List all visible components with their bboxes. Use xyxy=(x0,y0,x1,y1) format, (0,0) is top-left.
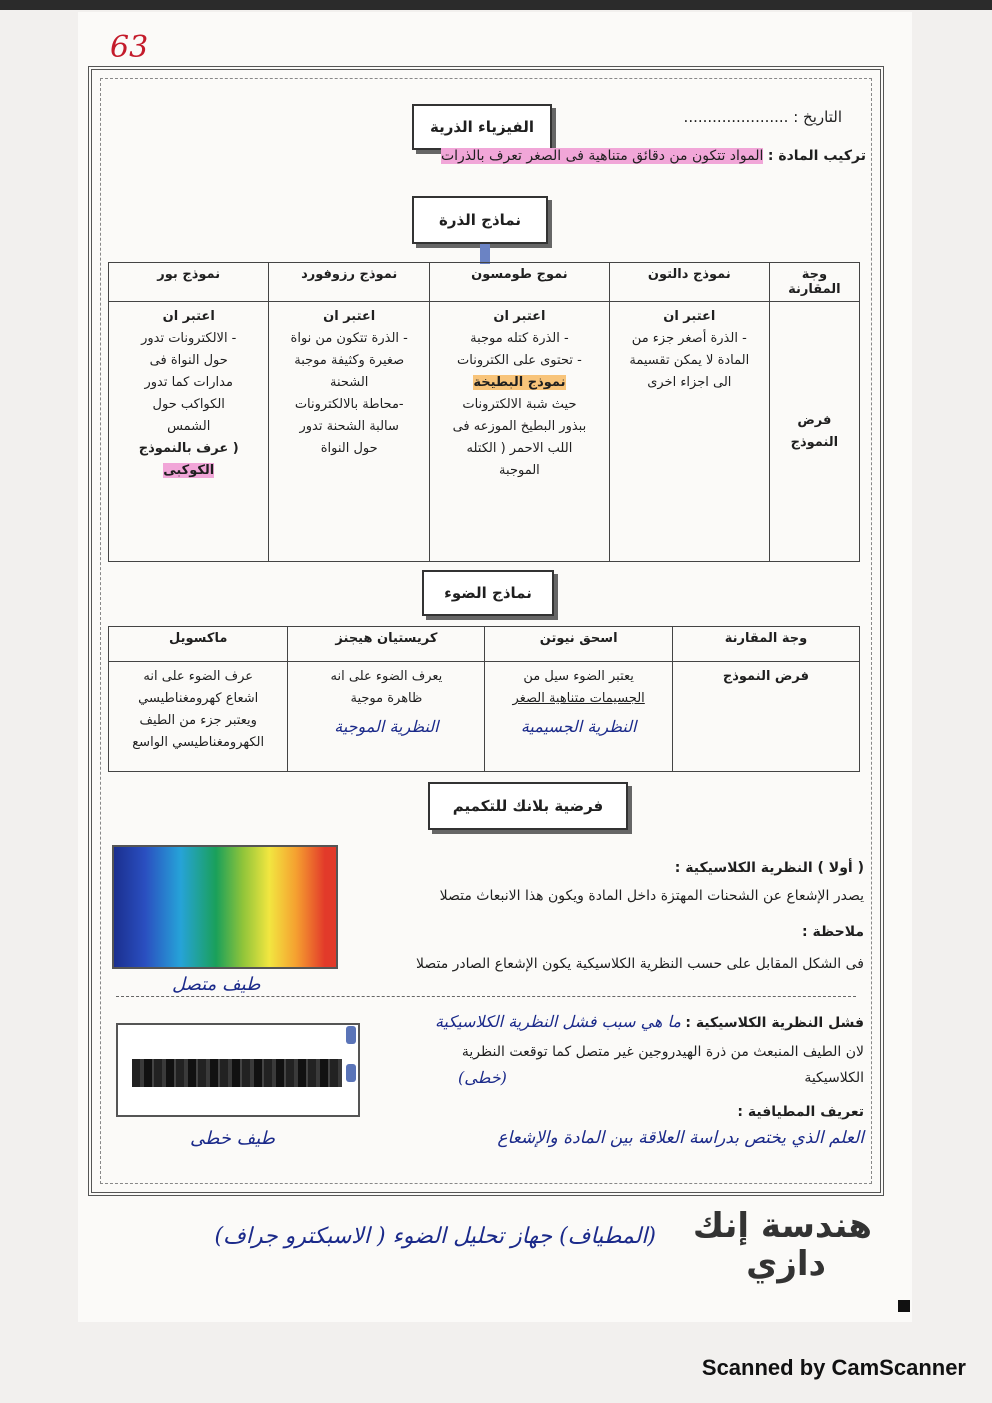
atom-models-table xyxy=(108,262,860,562)
thomson-line: ببذور البطيخ الموزعه فى xyxy=(452,419,587,434)
date-label: التاريخ : xyxy=(793,108,842,126)
spectroscopy-hand: العلم الذي يختص بدراسة العلاقة بين المادة والإشعاع xyxy=(497,1128,864,1148)
rutherford-line: -محاطة بالالكترونات xyxy=(294,397,404,412)
huygens-line: ظاهرة موجية xyxy=(350,691,423,706)
maxwell-line: عرف الضوء على انه xyxy=(143,669,253,684)
col-dalton: نموذج دالتون xyxy=(609,263,769,302)
bohr-line: مدارات كما تدور xyxy=(144,375,233,390)
page-number: 63 xyxy=(110,30,149,65)
composition-row xyxy=(386,148,866,164)
failure-hand: ما هي سبب فشل النظرية الكلاسيكية xyxy=(434,1012,681,1031)
corner-mark xyxy=(898,1300,910,1312)
continuous-spectrum-image xyxy=(112,845,338,969)
cell-huygens xyxy=(288,662,485,772)
pin-icon xyxy=(346,1026,356,1044)
rutherford-line: سالبة الشحنة تدور xyxy=(299,419,399,434)
composition-label: تركيب المادة : xyxy=(767,148,866,164)
failure-row xyxy=(384,1012,864,1031)
col-compare: وجة المقارنة xyxy=(769,263,859,302)
light-models-header-row xyxy=(109,627,860,662)
banner-planck: فرضية بلانك للتكميم xyxy=(428,782,628,830)
bohr-line: الشمس xyxy=(167,419,211,434)
bohr-title: اعتبر ان xyxy=(162,309,215,324)
row-label-model xyxy=(769,302,859,562)
bohr-line: حول النواة فى xyxy=(149,353,228,368)
classical-text: يصدر الإشعاع عن الشحنات المهتزة داخل المادة ويكون هذا الانبعاث متصلا xyxy=(439,888,864,904)
huygens-line: يعرف الضوء على انه xyxy=(330,669,443,684)
atom-models-row xyxy=(109,302,860,562)
failure-label: فشل النظرية الكلاسيكية : xyxy=(685,1015,864,1031)
banner-atomic-physics: الفيزياء الذرية xyxy=(412,104,552,150)
col-compare: وجة المقارنة xyxy=(672,627,859,662)
thomson-line: حيث شبة الالكترونات xyxy=(462,397,577,412)
col-thomson: نموج طومسون xyxy=(429,263,609,302)
cell-thomson xyxy=(429,302,609,562)
bohr-line: الكواكب حول xyxy=(152,397,225,412)
banner-atom-models: نماذج الذرة xyxy=(412,196,548,244)
newton-handwritten: النظرية الجسيمية xyxy=(520,717,637,736)
thomson-line: اللب الاحمر ( الكتله xyxy=(466,441,573,456)
dashed-divider xyxy=(116,996,856,997)
classical-heading: ( أولا ) النظرية الكلاسيكية : xyxy=(674,860,864,876)
line-spectrum-caption: طيف خطى xyxy=(190,1128,276,1149)
huygens-handwritten: النظرية الموجية xyxy=(334,717,439,736)
bohr-known-as: ( عرف بالنموذج xyxy=(138,441,239,456)
thomson-highlight: نموذج البطيخة xyxy=(473,375,566,390)
cell-newton xyxy=(485,662,673,772)
dalton-line: - الذرة أصغر جزء من xyxy=(631,331,747,346)
col-maxwell: ماكسويل xyxy=(109,627,288,662)
banner-connector-icon xyxy=(480,244,490,264)
brand-logo-line1: هندسة إنك xyxy=(692,1206,872,1246)
col-bohr: نموذج بور xyxy=(109,263,269,302)
bottom-handwritten-note: (المطياف) جهاز تحليل الضوء ( الاسبكترو جراف) xyxy=(214,1224,656,1249)
pin-icon xyxy=(346,1064,356,1082)
note-label: ملاحظة : xyxy=(802,924,864,940)
failure-text-2 xyxy=(384,1070,864,1086)
note-text: فى الشكل المقابل على حسب النظرية الكلاسيكية يكون الإشعاع الصادر متصلا xyxy=(415,956,864,972)
cell-bohr xyxy=(109,302,269,562)
date-dots: ...................... xyxy=(683,108,789,126)
cell-dalton xyxy=(609,302,769,562)
scanner-watermark: Scanned by CamScanner xyxy=(701,1355,966,1380)
thomson-line: الموجبة xyxy=(499,463,540,478)
maxwell-line: اشعاع كهرومغناطيسي xyxy=(138,691,259,706)
row-label-line2: النموذج xyxy=(790,434,839,450)
light-models-table xyxy=(108,626,860,772)
spectroscopy-label: تعريف المطيافية : xyxy=(737,1104,864,1120)
failure-text-1: لان الطيف المنبعث من ذرة الهيدروجين غير متصل كما توقعت النظرية xyxy=(461,1044,864,1060)
cell-rutherford xyxy=(269,302,430,562)
brand-logo-line2: دازي xyxy=(746,1244,826,1284)
thomson-line: - تحتوى على الكترونات xyxy=(457,353,582,368)
bohr-line: - الالكترونات تدور xyxy=(141,331,237,346)
col-newton: اسحق نيوتن xyxy=(485,627,673,662)
failure-text-2-content: الكلاسيكية xyxy=(804,1070,864,1086)
row-label-line1: فرض xyxy=(797,412,832,428)
thomson-line: - الذرة كتله موجبة xyxy=(470,331,569,346)
rutherford-title: اعتبر ان xyxy=(323,309,376,324)
failure-hand-note: (خطى) xyxy=(458,1068,507,1087)
maxwell-line: الكهرومغناطيسي الواسع xyxy=(132,735,265,750)
newton-line: الجسيمات متناهية الصغر xyxy=(512,691,645,706)
rutherford-line: صغيرة وكثيفة موجبة xyxy=(294,353,405,368)
col-huygens: كريستيان هيجنز xyxy=(288,627,485,662)
rutherford-line: حول النواة xyxy=(320,441,378,456)
rutherford-line: - الذرة تتكون من نواة xyxy=(290,331,408,346)
continuous-spectrum-caption: طيف متصل xyxy=(172,974,261,995)
newton-line: يعتبر الضوء سيل من xyxy=(523,669,634,684)
maxwell-line: ويعتبر جزء من الطيف xyxy=(139,713,257,728)
banner-light-models: نماذج الضوء xyxy=(422,570,554,616)
row-label-light: فرض النموذج xyxy=(672,662,859,772)
line-spectrum-image xyxy=(116,1023,360,1117)
top-dark-edge xyxy=(0,0,992,10)
dalton-line: الى اجزاء اخرى xyxy=(647,375,732,390)
thomson-title: اعتبر ان xyxy=(493,309,546,324)
atom-models-header-row xyxy=(109,263,860,302)
line-spectrum-bar xyxy=(132,1059,342,1087)
dalton-line: المادة لا يمكن تقسيمة xyxy=(629,353,750,368)
cell-maxwell xyxy=(109,662,288,772)
rutherford-line: الشحنة xyxy=(329,375,369,390)
col-rutherford: نموذج رزوفورد xyxy=(269,263,430,302)
date-row xyxy=(684,108,842,126)
composition-text: المواد تتكون من دقائق متناهية فى الصغر تعرف بالذرات xyxy=(440,148,764,164)
dalton-title: اعتبر ان xyxy=(663,309,716,324)
bohr-highlight: الكوكبى xyxy=(163,463,215,478)
light-models-row xyxy=(109,662,860,772)
